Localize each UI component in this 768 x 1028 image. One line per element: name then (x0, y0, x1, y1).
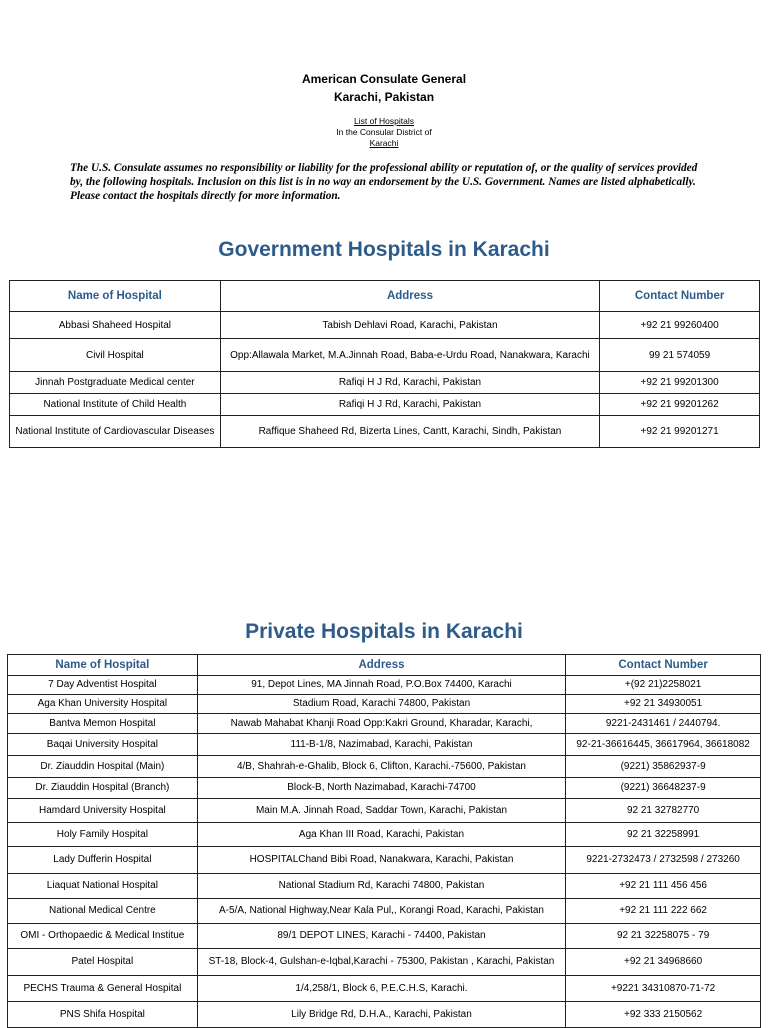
table-row (8, 949, 761, 976)
table-row (10, 394, 760, 416)
hospital-address: HOSPITALChand Bibi Road, Nanakwara, Karachi, Pakistan (197, 847, 565, 874)
hospital-contact: 92 21 32782770 (566, 799, 761, 823)
hospital-address: Opp:Allawala Market, M.A.Jinnah Road, Baba-e-Urdu Road, Nanakwara, Karachi (220, 339, 599, 372)
table-row (8, 799, 761, 823)
hospital-address: ST-18, Block-4, Gulshan-e-Iqbal,Karachi - 75300, Pakistan , Karachi, Pakistan (197, 949, 565, 976)
hospital-contact: 9221-2431461 / 2440794. (566, 714, 761, 734)
hospital-name: Civil Hospital (10, 339, 221, 372)
table-row (8, 778, 761, 799)
table-header-row (10, 281, 760, 312)
column-header-address: Address (220, 281, 599, 312)
table-row (8, 714, 761, 734)
hospital-address: 4/B, Shahrah-e-Ghalib, Block 6, Clifton, Karachi.-75600, Pakistan (197, 756, 565, 778)
table-row (8, 874, 761, 899)
table-row (8, 695, 761, 714)
private-hospitals-table (7, 654, 761, 1028)
column-header-contact: Contact Number (566, 655, 761, 676)
table-row (8, 976, 761, 1002)
table-row (10, 372, 760, 394)
consulate-name: American Consulate General (301, 72, 467, 86)
hospital-name: Dr. Ziauddin Hospital (Branch) (8, 778, 198, 799)
hospital-name: Patel Hospital (8, 949, 198, 976)
hospital-address: 1/4,258/1, Block 6, P.E.C.H.S, Karachi. (197, 976, 565, 1002)
hospital-contact: +92 21 34930051 (566, 695, 761, 714)
hospital-name: National Medical Centre (8, 899, 198, 924)
consulate-city: Karachi, Pakistan (333, 90, 435, 104)
hospital-name: Bantva Memon Hospital (8, 714, 198, 734)
hospital-address: Rafiqi H J Rd, Karachi, Pakistan (220, 372, 599, 394)
table-header-row (8, 655, 761, 676)
hospital-address: National Stadium Rd, Karachi 74800, Pakistan (197, 874, 565, 899)
hospital-address: Block-B, North Nazimabad, Karachi-74700 (197, 778, 565, 799)
hospital-name: National Institute of Cardiovascular Diseases (10, 416, 221, 448)
hospital-address: Aga Khan III Road, Karachi, Pakistan (197, 823, 565, 847)
private-section-title: Private Hospitals in Karachi (245, 620, 523, 643)
column-header-contact: Contact Number (600, 281, 760, 312)
hospital-contact: +92 21 34968660 (566, 949, 761, 976)
list-subheader (0, 116, 768, 149)
table-row (8, 676, 761, 695)
hospital-address: A-5/A, National Highway,Near Kala Pul,, Korangi Road, Karachi, Pakistan (197, 899, 565, 924)
hospital-address: 89/1 DEPOT LINES, Karachi - 74400, Pakistan (197, 924, 565, 949)
district-line: In the Consular District of (336, 127, 432, 137)
district-name: Karachi (369, 138, 399, 148)
hospital-address: Lily Bridge Rd, D.H.A., Karachi, Pakistan (197, 1002, 565, 1028)
hospital-contact: +92 21 99201271 (600, 416, 760, 448)
hospital-address: 91, Depot Lines, MA Jinnah Road, P.O.Box 74400, Karachi (197, 676, 565, 695)
hospital-contact: +92 21 99201300 (600, 372, 760, 394)
hospital-contact: 99 21 574059 (600, 339, 760, 372)
hospital-name: OMI - Orthopaedic & Medical Institue (8, 924, 198, 949)
table-row (8, 756, 761, 778)
column-header-name: Name of Hospital (8, 655, 198, 676)
hospital-contact: +92 21 99260400 (600, 312, 760, 339)
hospital-address: Main M.A. Jinnah Road, Saddar Town, Karachi, Pakistan (197, 799, 565, 823)
hospital-contact: +9221 34310870-71-72 (566, 976, 761, 1002)
table-row (8, 823, 761, 847)
hospital-address: Rafiqi H J Rd, Karachi, Pakistan (220, 394, 599, 416)
table-row (10, 339, 760, 372)
list-title: List of Hospitals (354, 116, 414, 126)
hospital-contact: 92 21 32258075 - 79 (566, 924, 761, 949)
consulate-header (0, 70, 768, 106)
hospital-contact: +92 333 2150562 (566, 1002, 761, 1028)
table-row (8, 734, 761, 756)
hospital-contact: 92-21-36616445, 36617964, 36618082 (566, 734, 761, 756)
hospital-contact: (9221) 35862937-9 (566, 756, 761, 778)
hospital-name: National Institute of Child Health (10, 394, 221, 416)
hospital-contact: +(92 21)2258021 (566, 676, 761, 695)
table-row (8, 847, 761, 874)
hospital-contact: 9221-2732473 / 2732598 / 273260 (566, 847, 761, 874)
table-row (8, 924, 761, 949)
hospital-name: PNS Shifa Hospital (8, 1002, 198, 1028)
hospital-name: Jinnah Postgraduate Medical center (10, 372, 221, 394)
hospital-address: 111-B-1/8, Nazimabad, Karachi, Pakistan (197, 734, 565, 756)
hospital-address: Nawab Mahabat Khanji Road Opp:Kakri Ground, Kharadar, Karachi, (197, 714, 565, 734)
table-row (8, 899, 761, 924)
hospital-name: Abbasi Shaheed Hospital (10, 312, 221, 339)
hospital-name: 7 Day Adventist Hospital (8, 676, 198, 695)
column-header-name: Name of Hospital (10, 281, 221, 312)
hospital-name: Aga Khan University Hospital (8, 695, 198, 714)
hospital-address: Tabish Dehlavi Road, Karachi, Pakistan (220, 312, 599, 339)
table-row (10, 312, 760, 339)
hospital-name: PECHS Trauma & General Hospital (8, 976, 198, 1002)
hospital-address: Stadium Road, Karachi 74800, Pakistan (197, 695, 565, 714)
hospital-name: Holy Family Hospital (8, 823, 198, 847)
hospital-name: Hamdard University Hospital (8, 799, 198, 823)
hospital-contact: +92 21 111 222 662 (566, 899, 761, 924)
hospital-contact: +92 21 99201262 (600, 394, 760, 416)
government-section-title: Government Hospitals in Karachi (218, 238, 550, 261)
disclaimer-text: The U.S. Consulate assumes no responsibility or liability for the professional ability or reputation of, or the quality of services provided by, the following hospitals. Inclusion on this list is in no way an endorsement by the U.S. Government. Names are listed alphabetically. Please contact the hospitals directly for more information. (70, 162, 698, 202)
hospital-contact: +92 21 111 456 456 (566, 874, 761, 899)
hospital-contact: (9221) 36648237-9 (566, 778, 761, 799)
hospital-name: Liaquat National Hospital (8, 874, 198, 899)
hospital-name: Lady Dufferin Hospital (8, 847, 198, 874)
hospital-address: Raffique Shaheed Rd, Bizerta Lines, Cantt, Karachi, Sindh, Pakistan (220, 416, 599, 448)
hospital-name: Dr. Ziauddin Hospital (Main) (8, 756, 198, 778)
government-hospitals-table (9, 280, 760, 448)
table-row (10, 416, 760, 448)
hospital-name: Baqai University Hospital (8, 734, 198, 756)
column-header-address: Address (197, 655, 565, 676)
hospital-contact: 92 21 32258991 (566, 823, 761, 847)
